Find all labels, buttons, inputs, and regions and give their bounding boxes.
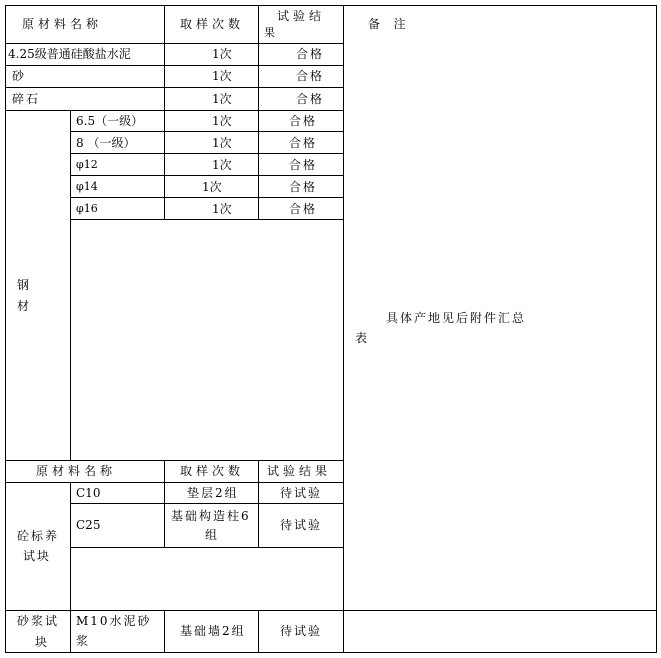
row-cement-name: 4.25级普通硅酸盐水泥 [8,47,131,61]
steel-item-count: 1次 [212,136,232,150]
col-divider-category [70,482,71,653]
steel-item-result: 合格 [289,202,318,216]
steel-item-result: 合格 [289,114,318,128]
steel-item-name: φ16 [76,202,98,215]
col-divider-category [70,110,71,460]
concrete-grade: C10 [76,486,101,500]
row-sand-name: 砂 [12,69,25,83]
table-border-top [5,5,657,6]
header-test-result-line2: 果 [264,26,275,39]
col-divider-result [258,5,259,220]
mortar-grade-line2: 浆 [76,634,89,648]
row-divider [5,65,344,66]
row-divider [70,219,344,220]
row-divider [70,197,344,198]
steel-label-line1: 钢 [17,278,30,292]
row-gravel-count: 1次 [212,92,232,106]
col-divider-count-short [164,43,165,65]
concrete-label-line1: 砼标养 [17,529,60,543]
table-border-right [656,5,657,653]
col-divider-count [164,110,165,220]
header-test-result-line1: 试验结 [277,9,326,23]
row-divider [70,503,344,504]
remark-line1: 具体产地见后附件汇总 [386,311,527,325]
row-gravel-name: 碎石 [12,92,41,106]
steel-item-result: 合格 [289,158,318,172]
steel-item-result: 合格 [289,136,318,150]
header-remark: 备 注 [368,17,408,31]
header-material-name: 原材料名称 [22,17,103,31]
row-divider [5,460,344,461]
concrete-label-line2: 试块 [23,549,52,563]
concrete-result: 待试验 [280,518,323,532]
row-divider [5,87,344,88]
row-divider [70,153,344,154]
steel-item-name: 6.5（一级） [76,114,144,128]
mortar-label-line1: 砂浆试 [17,614,60,628]
header-sample-count: 取样次数 [180,17,245,31]
mortar-result: 待试验 [280,624,323,638]
col-divider-result [258,610,259,653]
row-divider [70,131,344,132]
steel-label-line2: 材 [17,299,30,313]
header2-material-name: 原材料名称 [36,464,117,478]
header2-test-result: 试验结果 [267,464,332,478]
steel-item-count: 1次 [212,158,232,172]
steel-item-count: 1次 [212,114,232,128]
concrete-usage-line2: 组 [205,528,218,542]
table-border-left [5,5,6,653]
row-divider [5,43,344,44]
row-divider [5,482,344,483]
col-divider-count [164,5,165,43]
row-divider [5,610,657,611]
steel-item-result: 合格 [289,180,318,194]
row-sand-count: 1次 [212,69,232,83]
steel-item-count: 1次 [212,202,232,216]
mortar-label-line2: 块 [35,635,48,649]
row-sand-result: 合格 [296,69,325,83]
steel-item-name: 8 （一级） [76,136,136,150]
row-divider [70,547,344,548]
remark-line2: 表 [355,331,368,345]
table-border-bottom [5,652,657,653]
concrete-usage-line1: 基础构造柱6 [171,509,251,523]
row-cement-count: 1次 [212,47,232,61]
steel-item-name: φ12 [76,158,98,171]
header2-sample-count: 取样次数 [180,464,245,478]
mortar-grade-line1: M10水泥砂 [76,614,152,628]
concrete-grade: C25 [76,518,101,532]
col-divider-remark [343,5,344,653]
steel-item-count: 1次 [202,180,222,194]
row-cement-result: 合格 [296,47,325,61]
row-divider [5,110,344,111]
steel-item-name: φ14 [76,180,98,193]
mortar-usage: 基础墙2组 [180,624,246,638]
row-gravel-result: 合格 [296,92,325,106]
concrete-usage: 垫层2组 [187,486,239,500]
col-divider-count [164,610,165,653]
row-divider [70,175,344,176]
concrete-result: 待试验 [280,486,323,500]
